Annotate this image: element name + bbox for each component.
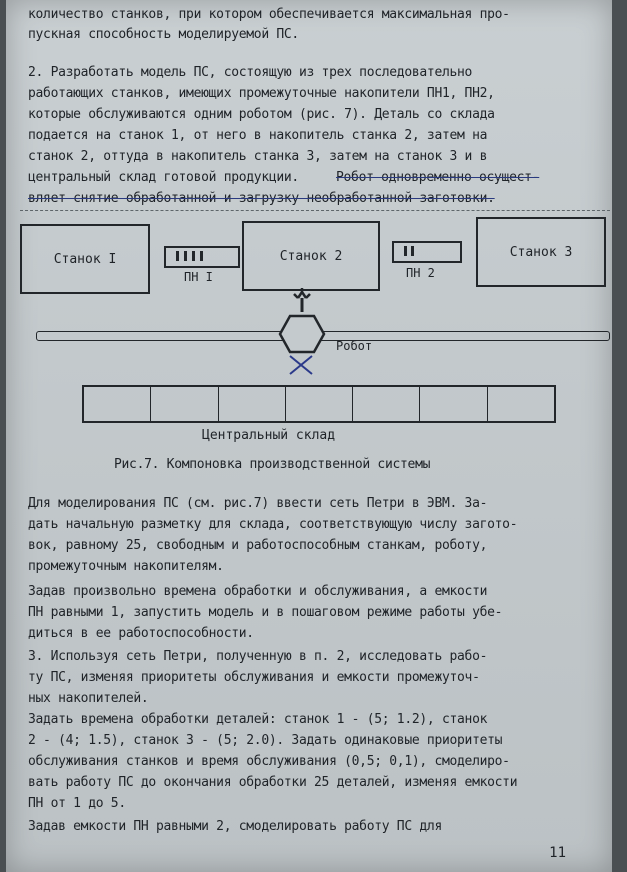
text-line: ПН равными 1, запустить модель и в пошаговом режиме работы убе-	[28, 605, 503, 620]
text-line: центральный склад готовой продукции.	[28, 170, 299, 185]
strikethrough-text: вляет снятие обработанной и загрузку необработанной заготовки.	[28, 191, 495, 206]
text-line: дать начальную разметку для склада, соответствующую числу загото-	[28, 517, 518, 532]
text-line: ту ПС, изменяя приоритеты обслуживания и емкости промежуточ-	[28, 670, 480, 685]
machine-3-label: Станок 3	[509, 244, 573, 260]
figure-caption: Рис.7. Компоновка производственной системы	[114, 457, 431, 472]
buffer-2	[392, 241, 462, 263]
machine-1-label: Станок I	[53, 251, 117, 267]
page-number: 11	[549, 845, 566, 861]
text-line: ных накопителей.	[28, 691, 149, 706]
text-line: Задав произвольно времена обработки и обслуживания, а емкости	[28, 584, 488, 599]
machine-2-box	[242, 221, 380, 291]
text-line: диться в ее работоспособности.	[28, 626, 254, 641]
text-line: работающих станков, имеющих промежуточные накопители ПН1, ПН2,	[28, 86, 495, 101]
text-line: 2 - (4; 1.5), станок 3 - (5; 2.0). Задать одинаковые приоритеты	[28, 733, 503, 748]
robot-label: Робот	[336, 339, 373, 353]
text-line: 2. Разработать модель ПС, состоящую из трех последовательно	[28, 65, 473, 80]
text-line: вать работу ПС до окончания обработки 25 деталей, изменяя емкости	[28, 775, 518, 790]
strikethrough-text: Робот одновременно осущест-	[336, 170, 540, 185]
document-page	[6, 0, 612, 872]
text-line: ПН от 1 до 5.	[28, 796, 126, 811]
buffer-1-label: ПН I	[184, 270, 213, 284]
text-line: пускная способность моделируемой ПС.	[28, 27, 299, 42]
text-line: промежуточным накопителям.	[28, 559, 224, 574]
text-line: Задав емкости ПН равными 2, смоделировать работу ПС для	[28, 819, 442, 834]
text-line: 3. Используя сеть Петри, полученную в п. 2, исследовать рабо-	[28, 649, 488, 664]
text-line: вок, равному 25, свободным и работоспособным станкам, роботу,	[28, 538, 488, 553]
machine-2-label: Станок 2	[279, 248, 343, 264]
section-divider	[20, 210, 610, 211]
warehouse-label: Центральный склад	[202, 428, 336, 443]
text-line: обслуживания станков и время обслуживания (0,5; 0,1), смоделиро-	[28, 754, 510, 769]
text-line: Задать времена обработки деталей: станок 1 - (5; 1.2), станок	[28, 712, 488, 727]
text-line: количество станков, при котором обеспечивается максимальная про-	[28, 7, 510, 22]
text-line: которые обслуживаются одним роботом (рис. 7). Деталь со склада	[28, 107, 495, 122]
buffer-1	[164, 246, 240, 268]
machine-1-box	[20, 224, 150, 294]
machine-3-box	[476, 217, 606, 287]
buffer-2-label: ПН 2	[406, 266, 435, 280]
central-warehouse	[82, 385, 556, 423]
text-line: Для моделирования ПС (см. рис.7) ввести сеть Петри в ЭВМ. За-	[28, 496, 488, 511]
text-line: подается на станок 1, от него в накопитель станка 2, затем на	[28, 128, 488, 143]
text-line: станок 2, оттуда в накопитель станка 3, затем на станок 3 и в	[28, 149, 488, 164]
robot-icon	[276, 288, 346, 378]
